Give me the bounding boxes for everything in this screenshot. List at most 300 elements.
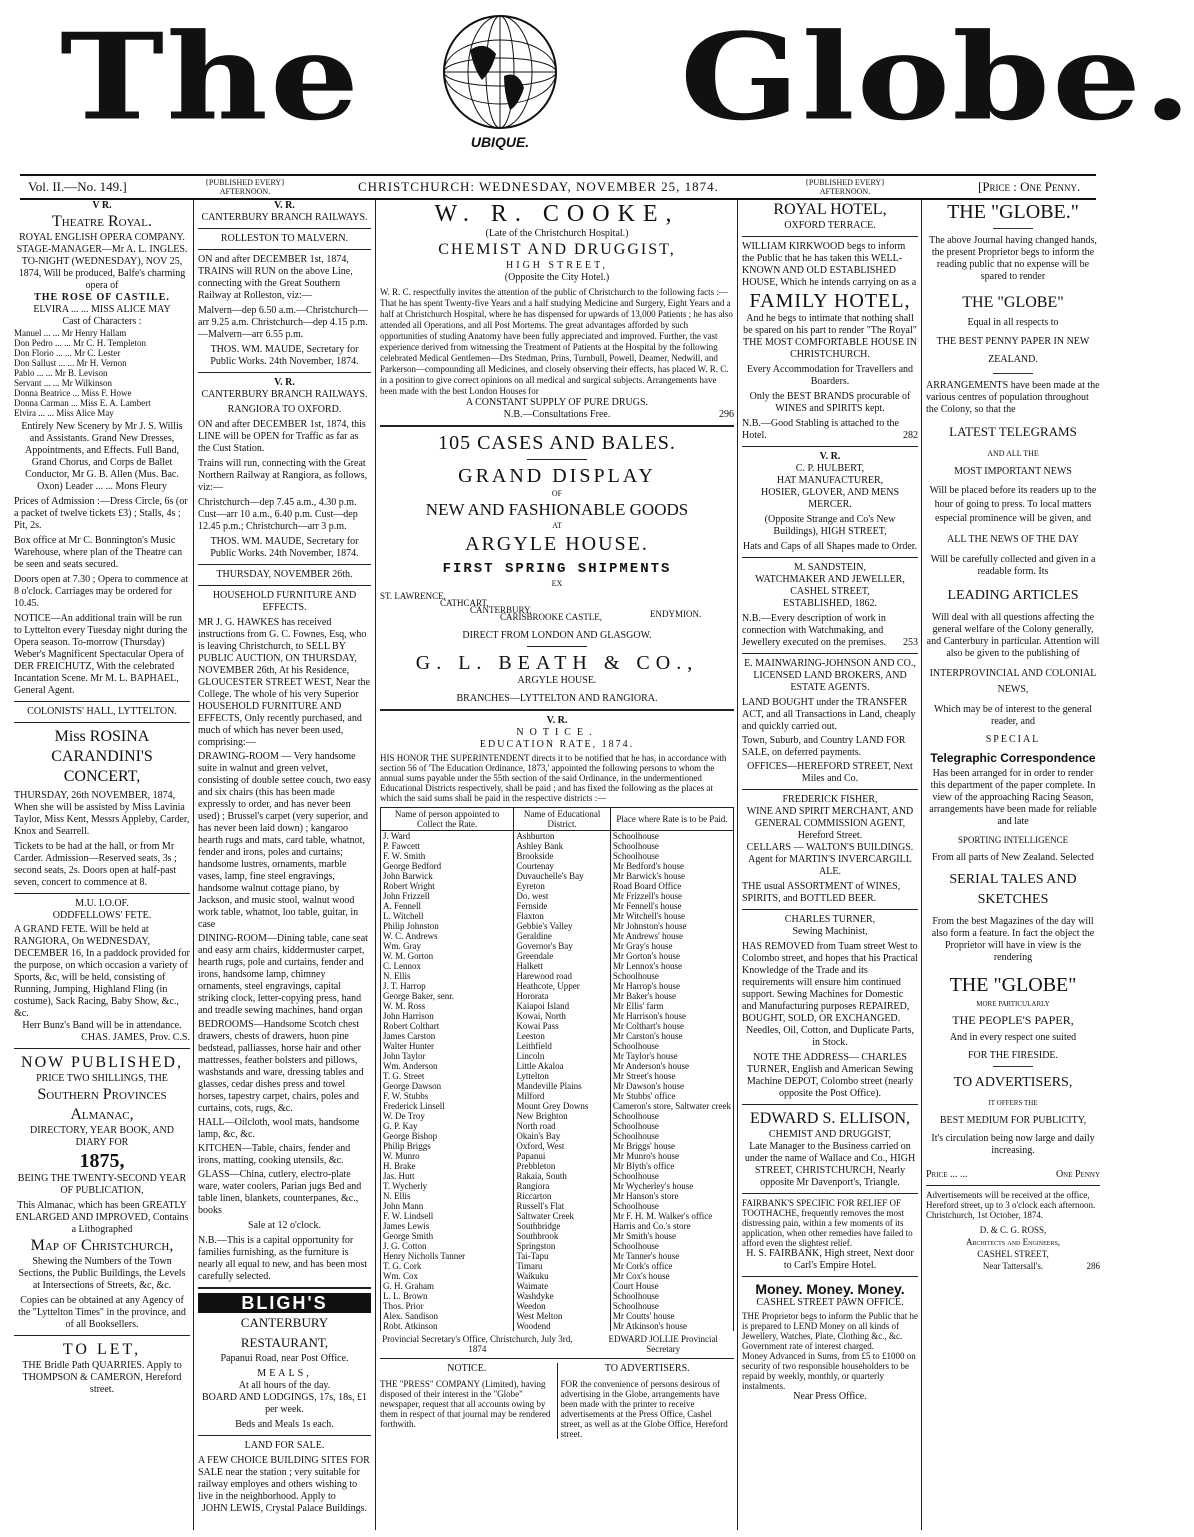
- beath-grand: GRAND DISPLAY: [458, 465, 656, 487]
- almanac-name: Southern Provinces Almanac,: [37, 1086, 167, 1123]
- globe-interest: Which may be of interest to the general reader, and: [934, 704, 1092, 727]
- table-row: [381, 1011, 734, 1021]
- table-cell: T. Wycherly: [381, 1181, 514, 1191]
- press-notice-title: NOTICE.: [447, 1363, 487, 1374]
- table-cell: H. Brake: [381, 1161, 514, 1171]
- ship-name: ST. LAWRENCE,: [380, 591, 446, 601]
- table-row: [381, 1051, 734, 1061]
- blighs-title: CANTERBURY RESTAURANT,: [240, 1315, 329, 1350]
- rail1-times: Malvern—dep 6.50 a.m.—Christchurch—arr 9.25 a.m. Christchurch—dep 4.15 p.m.—Malvern—arr 6.55 p.m.: [198, 305, 368, 340]
- sandstein-trade: WATCHMAKER AND JEWELLER,: [755, 574, 905, 585]
- beath-cases: 105 CASES AND BALES.: [438, 432, 676, 454]
- place-date: CHRISTCHURCH: WEDNESDAY, NOVEMBER 25, 1874.: [358, 179, 719, 194]
- table-row: [381, 1171, 734, 1181]
- table-cell: Rangiora: [514, 1181, 611, 1191]
- almanac-map-body: Shewing the Numbers of the Town Sections, the Public Buildings, the Levels at Intersections of Streets, &c, &c.: [18, 1256, 186, 1291]
- divider: [198, 1435, 371, 1436]
- table-cell: Leithfield: [514, 1041, 611, 1051]
- table-cell: Court House: [610, 1281, 733, 1291]
- table-cell: C. Lennox: [381, 961, 514, 971]
- globe-latest: LATEST TELEGRAMS: [949, 424, 1077, 439]
- table-cell: Oxford, West: [514, 1141, 611, 1151]
- table-row: [381, 841, 734, 851]
- table-cell: Rakaia, South: [514, 1171, 611, 1181]
- table-cell: George Dawson: [381, 1081, 514, 1091]
- globe-name: THE "GLOBE": [962, 294, 1064, 311]
- sandstein-nb: N.B.—Every description of work in connection with Watchmaking, and Jewellery executed on the premises.: [742, 613, 887, 648]
- almanac-body: This Almanac, which has been GREATLY ENLARGED AND IMPROVED, Contains a Lithographed: [15, 1200, 189, 1235]
- table-row: [381, 1281, 734, 1291]
- column-rule: [193, 200, 194, 1530]
- hulbert-trade2: HOSIER, GLOVER, AND MENS MERCER.: [760, 487, 900, 510]
- cooke-late: (Late of the Christchurch Hospital.): [485, 228, 629, 239]
- scenery-text: Entirely New Scenery by Mr J. S. Willis and Assistants. Grand New Dresses, Appointments, and Effects. Full Band, Grand Chorus, and Corps de Ballet Conductor, Mr G. B. Allen (Mus. Bac. Oxon) Leader ... ... Mons Fleury: [21, 421, 183, 492]
- land-title: LAND FOR SALE.: [244, 1440, 325, 1451]
- table-cell: Mr Gray's house: [610, 941, 733, 951]
- table-row: [381, 1001, 734, 1011]
- ross-name: D. & C. G. ROSS,: [979, 1225, 1047, 1235]
- masthead-word-right: Globe.: [680, 8, 1194, 148]
- table-row: [381, 1321, 734, 1331]
- volume-number: Vol. II.—No. 149.]: [28, 179, 127, 194]
- turner-trade: Sewing Machinist,: [792, 926, 868, 937]
- concert-body: THURSDAY, 26th NOVEMBER, 1874, When she will be assisted by Miss Lavinia Taylor, Miss Kent, Messrs Appleby, Carder, Knox and Searrell.: [14, 790, 190, 837]
- royal-title: ROYAL HOTEL,: [773, 201, 887, 218]
- table-cell: Mount Grey Downs: [514, 1101, 611, 1111]
- table-header: Place where Rate is to be Paid.: [610, 808, 733, 831]
- table-cell: Wm. Anderson: [381, 1061, 514, 1071]
- almanac-sub: DIRECTORY, YEAR BOOK, AND DIARY FOR: [30, 1125, 174, 1148]
- hulbert-name: C. P. HULBERT,: [795, 463, 865, 474]
- column-rule: [921, 200, 922, 1530]
- globe-placed: Will be placed before its readers up to the hour of going to press. To local matters especial prominence will be given, and: [929, 485, 1097, 524]
- table-cell: Kowai Pass: [514, 1021, 611, 1031]
- royal-sub: OXFORD TERRACE.: [784, 220, 876, 231]
- tolet-body: THE Bridle Path QUARRIES. Apply to THOMPSON & CAMERON, Hereford street.: [22, 1360, 182, 1395]
- almanac-map: Map of Christchurch,: [30, 1237, 174, 1254]
- cooke-supply: A CONSTANT SUPPLY OF PURE DRUGS.: [465, 397, 649, 408]
- table-row: [381, 1271, 734, 1281]
- table-cell: John Harrison: [381, 1011, 514, 1021]
- table-cell: Russell's Flat: [514, 1201, 611, 1211]
- table-cell: Waikuku: [514, 1271, 611, 1281]
- auction-dining: DINING-ROOM—Dining table, cane seat and easy arm chairs, kiddermuster carpet, hearth rugs, pole and curtains, fender and irons, handsome lamp, chimney ornaments, steel engravings, capital striking clock, letter-copying press, hand and treadle sewing machines, hand organ: [198, 933, 368, 1016]
- divider: [14, 893, 190, 894]
- blighs-addr: Papanui Road, near Post Office.: [220, 1353, 349, 1364]
- cast-member: Pablo ... ... Mr B. Levison: [14, 368, 108, 378]
- table-cell: Lyttelton: [514, 1071, 611, 1081]
- rail2-times: Christchurch—dep 7.45 a.m., 4.30 p.m. Cust—arr 10 a.m., 6.40 p.m. Cust—dep 12.45 p.m.; Christchurch—arr 3 p.m.: [198, 497, 358, 532]
- table-cell: G. P. Kay: [381, 1121, 514, 1131]
- table-cell: Mr Hanson's store: [610, 1191, 733, 1201]
- divider: [198, 372, 371, 373]
- globe-tele: Telegraphic Correspondence: [930, 751, 1096, 765]
- column-2: [198, 200, 371, 1530]
- royal-family: FAMILY HOTEL,: [749, 290, 911, 312]
- hulbert-vr: V. R.: [819, 451, 841, 462]
- royal-nb: N.B.—Good Stabling is attached to the Hotel.: [742, 418, 899, 441]
- ellison-trade: CHEMIST AND DRUGGIST,: [768, 1129, 892, 1140]
- table-cell: Weedon: [514, 1301, 611, 1311]
- almanac-year: 1875,: [79, 1150, 125, 1172]
- opera-company: ROYAL ENGLISH OPERA COMPANY.: [19, 232, 185, 243]
- notice-sign: EDWARD JOLLIE Provincial Secretary: [608, 1334, 718, 1354]
- sandstein-ref-number: 253: [903, 637, 918, 648]
- table-cell: Schoolhouse: [610, 1241, 733, 1251]
- cast-member: Manuel ... ... Mr Henry Hallam: [14, 328, 127, 338]
- almanac-copies: Copies can be obtained at any Agency of the "Lyttelton Times" in the province, and of all Booksellers.: [18, 1295, 186, 1330]
- column-rule: [737, 200, 738, 1530]
- divider: [14, 1048, 190, 1049]
- advertisers-body: FOR the convenience of persons desirous of advertising in the Globe, arrangements have been made with the printer to receive advertisements at the Press Office, Cashel street, as well as at the Globe Office, Hereford street.: [560, 1379, 728, 1439]
- oddfellows-mu: M.U. I.O.OF.: [75, 898, 129, 909]
- globe-every: And in every respect one suited: [949, 1032, 1077, 1043]
- table-cell: Mr Street's house: [610, 1071, 733, 1081]
- table-cell: Mr Harrop's house: [610, 981, 733, 991]
- auction-sale: Sale at 12 o'clock.: [248, 1220, 321, 1231]
- cooke-body: W. R. C. respectfully invites the attention of the public of Christchurch to the following facts :—That he has spent Twenty-five Years and a half studying Medicine and Surgery, Eight Years and a half at Christchurch Hospital, where he has dispensed for upwards of 13,000 Patients ; he has also attended all Operations, and all Post Mortems. The great advantages afforded by such opportunities of studing Anatomy have been fully appreciated and improved. Further, the vast experience derived from witnessing the Treatment of Patients at the Hospital by the following celebrated Medical Gentlemen—Drs Stedman, Prins, Turnbull, Powell, Deamer, Nedwill, and Parkerson—compounding all Medicines, and closely observing their effects, has placed W. R. C. in a position to give correct opinions on all medical and surgical subjects. Arrangements have been made with the best London Houses for: [380, 287, 733, 396]
- royal-body: WILLIAM KIRKWOOD begs to inform the Public that he has taken this WELL-KNOWN AND OLD ESTABLISHED HOUSE, Which he intends carrying on as a: [742, 241, 917, 288]
- table-cell: Wm. Cox: [381, 1271, 514, 1281]
- table-row: [381, 1211, 734, 1221]
- auction-nb: N.B.—This is a capital opportunity for families furnishing, as the furniture is nearly all equal to new, and has been most carefully selected.: [198, 1235, 368, 1282]
- ross-trade: Architects and Engineers,: [965, 1237, 1061, 1247]
- royal-body2: And he begs to intimate that nothing shall be spared on his part to render "The Royal" THE MOST COMFORTABLE HOUSE IN CHRISTCHURCH.: [743, 313, 917, 360]
- table-row: [381, 1181, 734, 1191]
- table-row: [381, 1041, 734, 1051]
- auction-drawing: DRAWING-ROOM — Very handsome suite in walnut and green velvet, consisting of double settee couch, two easy and six chairs (this has been made expressly to order, and has never been used) ; Brussel's carpet (very superior, and has never been laid down) ; kangaroo hearth rugs and mats, card table, whatnot, fender and irons, poles and curtains; handsome lustres, ornaments, marble vases, lamp, fine steel engravings, handsome walnut cottage piano, by Jackson, and music stool, walnut wood work table, whatnot, loo table, guitar, in case: [198, 751, 372, 930]
- cooke-nb: N.B.—Consultations Free.: [503, 409, 611, 420]
- table-cell: Mr Briggs' house: [610, 1141, 733, 1151]
- table-cell: Governor's Bay: [514, 941, 611, 951]
- turner-name: CHARLES TURNER,: [784, 914, 876, 925]
- table-cell: Schoolhouse: [610, 1131, 733, 1141]
- globe-sporting: SPORTING INTELLIGENCE: [957, 835, 1069, 845]
- globe-inter: INTERPROVINCIAL AND COLONIAL NEWS,: [929, 668, 1097, 695]
- rail1-title: CANTERBURY BRANCH RAILWAYS.: [201, 212, 368, 223]
- table-cell: Duvauchelle's Bay: [514, 871, 611, 881]
- beath-of: OF: [551, 489, 563, 498]
- fisher-cellars: CELLARS — WALTON'S BUILDINGS.: [746, 842, 914, 853]
- royal-body3: Every Accommodation for Travellers and Boarders.: [746, 364, 914, 387]
- globe-more: MORE PARTICULARLY: [976, 1000, 1050, 1008]
- hulbert-trade: HAT MANUFACTURER,: [776, 475, 884, 486]
- table-cell: John Taylor: [381, 1051, 514, 1061]
- table-cell: Little Akaloa: [514, 1061, 611, 1071]
- concert-tickets: Tickets to be had at the hall, or from Mr Carder. Admission—Reserved seats, 3s ; second seats, 2s. Doors open at half-past seven, concert to commence at 8.: [14, 841, 177, 888]
- table-cell: Schoolhouse: [610, 1201, 733, 1211]
- rail2-vr: V. R.: [274, 377, 295, 388]
- globe-circ: It's circulation being now large and daily increasing.: [931, 1133, 1095, 1156]
- rail1-vr: V. R.: [274, 200, 295, 211]
- published-left: {PUBLISHED EVERY} AFTERNOON.: [205, 178, 285, 196]
- divider: [198, 228, 371, 229]
- table-cell: Do. west: [514, 891, 611, 901]
- globe-price-label: Price ... ...: [926, 1169, 968, 1180]
- table-cell: Brookside: [514, 851, 611, 861]
- globe-special: SPECIAL: [985, 734, 1041, 745]
- table-cell: James Carston: [381, 1031, 514, 1041]
- table-cell: Walter Hunter: [381, 1041, 514, 1051]
- oddfellows-band: Herr Bunz's Band will be in attendance.: [22, 1020, 182, 1031]
- globe-date: Christchurch, 1st October, 1874.: [926, 1210, 1044, 1220]
- table-cell: George Baker, senr.: [381, 991, 514, 1001]
- table-cell: Flaxton: [514, 911, 611, 921]
- table-row: [381, 911, 734, 921]
- rail2-title: CANTERBURY BRANCH RAILWAYS.: [201, 389, 368, 400]
- column-rule: [375, 200, 376, 1530]
- table-cell: Mr Colthart's house: [610, 1021, 733, 1031]
- table-cell: Mr Fennell's house: [610, 901, 733, 911]
- table-cell: Hororata: [514, 991, 611, 1001]
- table-row: [381, 861, 734, 871]
- oddfellows-sign: CHAS. JAMES, Prov. C.S.: [81, 1032, 190, 1043]
- table-row: [381, 901, 734, 911]
- cast-member: Elvira ... ... Miss Alice May: [14, 408, 114, 418]
- table-cell: Southbrook: [514, 1231, 611, 1241]
- land-sign: JOHN LEWIS, Crystal Palace Buildings.: [202, 1503, 367, 1514]
- ship-name: CANTERBURY,: [470, 605, 532, 615]
- table-cell: Mr Dawson's house: [610, 1081, 733, 1091]
- table-row: [381, 1111, 734, 1121]
- table-row: [381, 1101, 734, 1111]
- table-cell: W. M. Gorton: [381, 951, 514, 961]
- divider: [742, 446, 918, 447]
- table-row: [381, 831, 734, 842]
- table-row: [381, 1081, 734, 1091]
- rail1-sign: THOS. WM. MAUDE, Secretary for Public Works. 24th November, 1874.: [210, 344, 359, 367]
- table-row: [381, 1061, 734, 1071]
- table-row: [381, 931, 734, 941]
- table-cell: Frederick Linsell: [381, 1101, 514, 1111]
- table-cell: Thos. Prior: [381, 1301, 514, 1311]
- table-cell: Mr Bedford's house: [610, 861, 733, 871]
- rail1-body: ON and after DECEMBER 1st, 1874, TRAINS will RUN on the above Line, connecting with the Great Southern Railway at Rolleston, viz:—: [198, 254, 353, 301]
- ship-name: ENDYMION.: [650, 609, 702, 619]
- auction-glass: GLASS—China, cutlery, electro-plate ware, water coolers, Parian jugs Bed and table linen, blankets, counterpanes, &c., books: [198, 1169, 362, 1216]
- table-cell: W. De Troy: [381, 1111, 514, 1121]
- column-3: [380, 200, 734, 1530]
- table-cell: Schoolhouse: [610, 841, 733, 851]
- divider: [993, 1066, 1033, 1067]
- theatre-vr: V R.: [92, 200, 112, 211]
- ross-ref-number: 286: [1086, 1261, 1100, 1271]
- money-body: THE Proprietor begs to inform the Public that he is prepared to LEND Money on all kinds of Jewellery, Watches, Plate, Clothing &c., &c. Government rate of interest charged.: [742, 1311, 918, 1351]
- auction-date: THURSDAY, NOVEMBER 26th.: [216, 569, 353, 580]
- table-cell: Saltwater Creek: [514, 1211, 611, 1221]
- table-cell: W. Munro: [381, 1151, 514, 1161]
- globe-deal: Will deal with all questions affecting the general welfare of the Colony generally, and Canterbury in particular. Attention will also be given to the publishing of: [926, 612, 1100, 659]
- money-body2: Money Advanced in Sums, from £5 to £1000 on security of two responsible householders to be repaid by weekly, monthly, or quarterly instalments.: [742, 1351, 916, 1391]
- table-cell: Kowai, North: [514, 1011, 611, 1021]
- table-row: [381, 1141, 734, 1151]
- prices-text: Prices of Admission :—Dress Circle, 6s (or a packet of twelve tickets £3) ; Stalls, 4s ; Pit, 2s.: [14, 496, 188, 531]
- table-row: [381, 1121, 734, 1131]
- table-cell: Southbridge: [514, 1221, 611, 1231]
- notice-sub: EDUCATION RATE, 1874.: [479, 739, 635, 750]
- table-cell: Washdyke: [514, 1291, 611, 1301]
- table-cell: George Bedford: [381, 861, 514, 871]
- table-cell: West Melton: [514, 1311, 611, 1321]
- table-cell: F. W. Stubbs: [381, 1091, 514, 1101]
- masthead-word-left: The: [60, 8, 362, 148]
- sandstein-name: M. SANDSTEIN,: [794, 562, 866, 573]
- divider: [742, 236, 918, 237]
- table-cell: John Barwick: [381, 871, 514, 881]
- table-cell: Schoolhouse: [610, 1041, 733, 1051]
- divider: [742, 1193, 918, 1194]
- divider: [742, 557, 918, 558]
- ship-name: CATHCART,: [440, 598, 489, 608]
- table-cell: T. G. Cork: [381, 1261, 514, 1271]
- table-cell: Mr Anderson's house: [610, 1061, 733, 1071]
- table-cell: Harris and Co.'s store: [610, 1221, 733, 1231]
- table-cell: Timaru: [514, 1261, 611, 1271]
- almanac-price: PRICE TWO SHILLINGS, THE: [36, 1073, 168, 1084]
- auction-title: HOUSEHOLD FURNITURE AND EFFECTS.: [212, 590, 357, 613]
- table-cell: Jas. Hutt: [381, 1171, 514, 1181]
- table-cell: Cameron's store, Saltwater creek: [610, 1101, 733, 1111]
- ross-near: Near Tattersall's.: [982, 1261, 1044, 1271]
- table-cell: Ashley Bank: [514, 841, 611, 851]
- masthead-motto: UBIQUE.: [470, 134, 530, 150]
- cast-member: Don Pedro ... ... Mr C. H. Templeton: [14, 338, 146, 348]
- globe-and1: AND ALL THE: [987, 449, 1039, 458]
- globe-adv: Advertisements will be received at the office, Hereford street, up to 3 o'clock each afternoon.: [926, 1190, 1096, 1210]
- globe-p1: The above Journal having changed hands, the present Proprietor begs to inform the reading public that no expense will be spared to render: [929, 235, 1097, 282]
- turner-note: NOTE THE ADDRESS— CHARLES TURNER, English and American Sewing Machine DEPOT, Colombo street (nearly opposite the Post Office).: [746, 1052, 914, 1099]
- table-cell: Robert Wright: [381, 881, 514, 891]
- table-row: [381, 1231, 734, 1241]
- rail2-body: ON and after DECEMBER 1st, 1874, this LINE will be OPEN for Traffic as far as the Cust Station.: [198, 419, 366, 454]
- divider: [527, 646, 587, 647]
- land-body: A FEW CHOICE BUILDING SITES FOR SALE near the station ; very suitable for railway employes and others wishing to live in the neighborhood. Apply to: [198, 1455, 370, 1502]
- globe-mags: From the best Magazines of the day will also form a feature. In fact the object the Proprietor will have in view is the rendering: [931, 916, 1095, 963]
- beath-at: AT: [552, 521, 562, 530]
- column-4: [742, 200, 918, 1530]
- table-cell: Schoolhouse: [610, 1291, 733, 1301]
- cast-list: [14, 328, 190, 418]
- globe-arr: ARRANGEMENTS have been made at the various centres of population throughout the Colony, so that the: [926, 380, 1100, 415]
- fisher-usual: THE usual ASSORTMENT of WINES, SPIRITS, and BOTTLED BEER.: [742, 881, 901, 904]
- table-row: [381, 1201, 734, 1211]
- table-cell: North road: [514, 1121, 611, 1131]
- turner-body: HAS REMOVED from Tuam street West to Colombo street, and hopes that his Practical Knowledge of the Trade and its requirements will ensure him continued support. Sewing Machines for Domestic and Manufacturing purposes REPAIRED, BOUGHT, SOLD, OR EXCHANGED.: [742, 941, 918, 1024]
- table-cell: Mr Smith's house: [610, 1231, 733, 1241]
- globe-best: THE BEST PENNY PAPER IN NEW ZEALAND.: [936, 336, 1090, 365]
- table-cell: Mr Carston's house: [610, 1031, 733, 1041]
- mainwaring-body: LAND BOUGHT under the TRANSFER ACT, and all Transactions in Land, cheaply and quickly carried out.: [742, 697, 916, 732]
- table-cell: J. G. Cotton: [381, 1241, 514, 1251]
- table-cell: Mr Munro's house: [610, 1151, 733, 1161]
- divider: [993, 228, 1033, 229]
- oddfellows-body: A GRAND FETE. Will be held at RANGIORA, On WEDNESDAY, DECEMBER 16, In a paddock provided for the purpose, on which occasion a variety of Sports, &c, will be held, consisting of Running, Jumping, Highland Fling (in costume), Sack Racing, Baby Show, &c., &c.: [14, 924, 190, 1019]
- table-row: [381, 1021, 734, 1031]
- auction-hall: HALL—Oilcloth, wool mats, handsome lamp, &c, &c.: [198, 1117, 360, 1140]
- globe-price-value: One Penny: [1055, 1169, 1100, 1180]
- almanac-heading: NOW PUBLISHED,: [21, 1054, 183, 1071]
- table-cell: Riccarton: [514, 1191, 611, 1201]
- table-cell: Mr Ellis' farm: [610, 1001, 733, 1011]
- table-cell: Alex. Sandison: [381, 1311, 514, 1321]
- divider: [993, 373, 1033, 374]
- table-cell: Schoolhouse: [610, 1171, 733, 1181]
- table-cell: Mr Witchell's house: [610, 911, 733, 921]
- table-row: [381, 951, 734, 961]
- cast-member: Donna Carman ... Miss E. A. Lambert: [14, 398, 151, 408]
- sandstein-addr: CASHEL STREET,: [790, 586, 870, 597]
- divider: [198, 249, 371, 250]
- table-cell: Mr Coutts' house: [610, 1311, 733, 1321]
- table-row: [381, 1191, 734, 1201]
- table-cell: Halkett: [514, 961, 611, 971]
- hulbert-hats: Hats and Caps of all Shapes made to Order.: [742, 541, 918, 552]
- divider: [380, 425, 734, 427]
- table-cell: T. G. Street: [381, 1071, 514, 1081]
- table-cell: Leeston: [514, 1031, 611, 1041]
- rail2-sub: RANGIORA TO OXFORD.: [227, 404, 342, 415]
- education-rate-table: [380, 807, 734, 1331]
- table-row: [381, 921, 734, 931]
- divider: [380, 709, 734, 711]
- train-notice: NOTICE—An additional train will be run to Lyttelton every Tuesday night during the Opera season. To-morrow (Thursday) Weber's Magnificent Spectacular Opera of DER FREICHUTZ, With the celebrated Incantation Scene. Mr M. L. BAPHAEL, General Agent.: [14, 613, 188, 696]
- table-cell: N. Ellis: [381, 1191, 514, 1201]
- doors-text: Doors open at 7.30 ; Opera to commence at 8 o'clock. Carriages may be ordered for 10.45.: [14, 574, 189, 609]
- divider: [742, 1104, 918, 1105]
- table-cell: Mr Tanner's house: [610, 1251, 733, 1261]
- table-cell: Mr Lennox's house: [610, 961, 733, 971]
- table-cell: Mr Frizzell's house: [610, 891, 733, 901]
- table-cell: Philip Briggs: [381, 1141, 514, 1151]
- table-cell: Mr Cox's house: [610, 1271, 733, 1281]
- colonists-title: COLONISTS' HALL, LYTTELTON.: [27, 706, 177, 717]
- notice-title: NOTICE.: [516, 727, 598, 738]
- table-row: [381, 971, 734, 981]
- table-row: [381, 981, 734, 991]
- globe-emblem-icon: [430, 10, 570, 150]
- blighs-name: BLIGH'S: [198, 1293, 371, 1313]
- table-cell: J. T. Harrop: [381, 981, 514, 991]
- table-cell: Prebbleton: [514, 1161, 611, 1171]
- cast-member: Don Florio ... ... Mr C. Lester: [14, 348, 121, 358]
- globe-name2: THE "GLOBE": [949, 974, 1077, 996]
- table-header: Name of Educational District.: [514, 808, 611, 831]
- table-cell: Henry Nicholls Tanner: [381, 1251, 514, 1261]
- money-title: Money. Money. Money.: [755, 1281, 905, 1297]
- almanac-being: BEING THE TWENTY-SECOND YEAR OF PUBLICATION,: [17, 1173, 187, 1196]
- divider: [380, 1358, 734, 1359]
- table-cell: W. C. Andrews: [381, 931, 514, 941]
- table-cell: Road Board Office: [610, 881, 733, 891]
- table-cell: Mr F. H. M. Walker's office: [610, 1211, 733, 1221]
- beath-direct: DIRECT FROM LONDON AND GLASGOW.: [462, 630, 652, 641]
- table-cell: Mr Barwick's house: [610, 871, 733, 881]
- divider: [742, 789, 918, 790]
- rail1-sub: ROLLESTON TO MALVERN.: [220, 233, 349, 244]
- table-cell: Tai-Tapu: [514, 1251, 611, 1261]
- divider: [198, 564, 371, 565]
- cooke-title: CHEMIST AND DRUGGIST,: [438, 241, 676, 258]
- beath-branches: BRANCHES—LYTTELTON AND RANGIORA.: [456, 693, 658, 704]
- auction-bedrooms: BEDROOMS—Handsome Scotch chest drawers, chests of drawers, huon pine bedstead, palliasses, horse hair and other mattresses, feather bolsters and pillows, washstands and ware, dressing tables and glasses, cedar dishes press and towel horses, tapestry carpet, chairs, poles and curtains, cots, rugs, &c.: [198, 1019, 364, 1114]
- table-cell: Springston: [514, 1241, 611, 1251]
- table-cell: Okain's Bay: [514, 1131, 611, 1141]
- advertisers-title: TO ADVERTISERS.: [604, 1363, 690, 1374]
- table-cell: Geraldine: [514, 931, 611, 941]
- beath-ex: EX: [551, 579, 563, 588]
- divider: [198, 585, 371, 586]
- table-cell: Robt. Atkinson: [381, 1321, 514, 1331]
